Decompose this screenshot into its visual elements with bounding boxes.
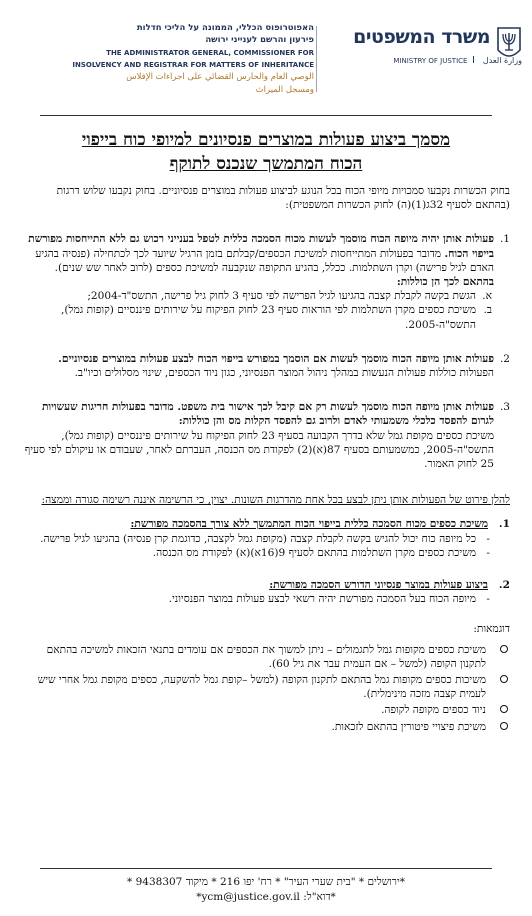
example-text: משיכת כספים מקופות גמל לתגמולים – ניתן למשוך את הכספים אם עומדים בתנאי הזכאות למשיכה בהתאם לתקנון הקופה (למשל – אם העמית עבר את גיל 60).	[46, 643, 486, 670]
ministry-name-en-ar	[393, 56, 522, 65]
item-plain: הפעולות כוללות פעולות הנעשות במהלך ניהול המוצר הפנסיוני, כגון ניוד הכספים, שינוי מסלולים וכיו"ב.	[74, 367, 494, 380]
administrator-general-block	[54, 22, 314, 96]
dash-text: משיכת כספים מקרן השתלמות בהתאם לסעיף 9(16א)(א) לפקודת מס הכנסה.	[152, 546, 476, 559]
ag-name-he-2: פירעון והרשם לענייני ירושה	[205, 35, 314, 45]
ag-name-he-1: האפוטרופוס הכללי, הממונה על הליכי חדלות	[136, 23, 314, 33]
dash-text: מיופה הכוח בעל הסמכה מפורשת יהיה רשאי לבצע פעולות במוצר הפנסיוני.	[168, 593, 476, 606]
dash-text: כל מיופה כוח יכול להגיש בקשה לקבלת קצבה (מקופת גמל לקצבה, כדוגמת קרן פנסיה) בהגיעו לגיל פרישה.	[40, 532, 476, 545]
header-divider	[316, 26, 317, 92]
detail-list	[22, 517, 510, 606]
detail-head-text: ביצוע פעולות במוצר פנסיוני הדורש הסמכה מפורשת:	[269, 579, 488, 592]
item-bold: פעולות אותן מיופה הכוח מוסמך לעשות רק אם קיבל לכך אישור בית משפט. מדובר בפעולות חריגות שעשויות לגרום להפסד כלכלי משמעותי לאדם ולרוב גם להפסד הקלות מס והן כוללות:	[41, 401, 494, 428]
sub-item-a	[22, 289, 494, 303]
item-bold: פעולות אותן יהיה מיופה הכוח מוסמך לעשות מכוח הסמכה כללית לטפל בענייני רכוש גם ללא התייחסות מפורשת בייפוי הכוח.	[28, 233, 494, 260]
item-plain: מדובר בפעולות המתייחסות למשיכת הכספים/קבלתם בזמן הרגיל שיועד לכך לכתחילה (פנסיה בהגיע האדם לגיל פרישה) וקרן השתלמות. ככלל, בהגיע התקופה שנקבעה למשיכת כספים (לרוב לאחר שש שנים).	[35, 247, 494, 274]
item-text	[22, 352, 494, 380]
level-item-1	[22, 232, 510, 331]
example-item	[22, 643, 510, 671]
ministry-name-ar: وزارة العدل	[482, 56, 522, 65]
detail-number: 1.	[498, 518, 510, 531]
letterhead	[10, 22, 522, 102]
item-text	[22, 232, 494, 289]
bullet-circle-icon	[500, 722, 508, 730]
detail-item-2	[22, 578, 510, 606]
item-bold-2: בהתאם לכך הן כוללות:	[396, 276, 494, 289]
footer-address: *ירושלים * "בית שערי העיר" * רח' יפו 216 * מיקוד 9438307 *	[127, 876, 405, 888]
bullet-circle-icon	[500, 645, 508, 653]
footer-email: *דוא"ל: ycm@justice.gov.il*	[196, 891, 336, 903]
sub-item-b	[22, 303, 494, 331]
detail-dash-item: - כל מיופה כוח יכול להגיש בקשה לקבלת קצבה (מקופת גמל לקצבה, כדוגמת קרן פנסיה) בהגיעו לגיל פרישה.	[40, 532, 490, 545]
ministry-logo	[332, 22, 522, 82]
ministry-name-he: משרד המשפטים	[353, 26, 490, 48]
example-text: משיכת פיצויי פיטורין בהתאם לזכאות.	[331, 720, 486, 733]
item-text-plain: משיכת כספים מקופת גמל שלא בדרך הקבועה בסעיף 23 לחוק הפיקוח על שירותים פיננסיים (קופות גמל), התשס"ה-2005, כמשמעותם בסעיף 87(א)(2) לפקודת מס הכנסה, העברתם לאחר, שעבודם או עיקולם לפי סעיף 25 לחוק האמור.	[24, 429, 494, 471]
title-line-1: מסמך ביצוע פעולות במוצרים פנסיונים למיופי כוח בייפוי	[81, 130, 451, 150]
footer	[40, 868, 492, 905]
ag-name-en-2: INSOLVENCY AND REGISTRAR FOR MATTERS OF INHERITANCE	[72, 61, 314, 69]
detail-dash-item: - מיופה הכוח בעל הסמכה מפורשת יהיה רשאי לבצע פעולות במוצר הפנסיוני.	[168, 593, 490, 606]
detail-number: 2.	[498, 579, 510, 592]
header-rule	[40, 115, 492, 116]
item-bold: פעולות אותן מיופה הכוח מוסמך לעשות אם הוסמך במפורש בייפוי הכוח לבצע פעולות במוצרים פנסיוניים.	[58, 352, 494, 365]
document-body	[22, 184, 510, 736]
bullet-circle-icon	[500, 705, 508, 713]
item-number: 1.	[499, 233, 510, 246]
item-number: 3.	[499, 401, 510, 414]
detail-intro: להלן פירוט של הפעולות אותן ניתן לבצע בכל אחת מהדרגות השונות. יצוין, כי הרשימה איננה רשימה סגורה וממצה:	[41, 494, 510, 507]
sub-letter: א.	[482, 290, 492, 303]
item-number: 2.	[499, 352, 510, 365]
example-text: ניוד כספים מקופה לקופה.	[381, 704, 486, 717]
examples-label: דוגמאות:	[473, 623, 510, 636]
title-line-2: הכוח המתמשך שנכנס לתוקף	[169, 154, 363, 174]
ag-name-ar-1: الوصي العام والحارس القضائي على اجراءات الإفلاس	[126, 72, 314, 82]
item-text-bold	[22, 400, 494, 428]
example-text: משיכות כספים מקופות גמל בהתאם לתקנון הקופה (למשל –קופת גמל להשקעה, כספים מקופת גמל אחרי שיש לעמית קצבה מזכה מינימלית).	[37, 674, 486, 701]
document-title	[20, 128, 512, 176]
detail-head	[22, 517, 494, 531]
level-item-2	[22, 352, 510, 380]
example-item	[22, 703, 510, 717]
sub-letter: ב.	[483, 304, 492, 317]
level-item-3	[22, 400, 510, 471]
sub-text: משיכת כספים מקרן השתלמות לפי הוראות סעיף 23 לחוק הפיקוח על שירותים פיננסיים (קופות גמל), התשס"ה-2005.	[61, 304, 476, 331]
intro-paragraph: בחוק הכשרות נקבעו סמכויות מיופי הכוח בכל הנוגע לביצוע פעולות במוצרים פנסיוניים. בחוק נקבעו שלוש דרגות (בהתאם לסעיף 32ג(1)(ה) לחוק הכשרות המשפטית):	[56, 185, 510, 212]
detail-item-1	[22, 517, 510, 560]
example-item	[22, 720, 510, 734]
bullet-circle-icon	[500, 675, 508, 683]
detail-dash-item: - משיכת כספים מקרן השתלמות בהתאם לסעיף 9(16א)(א) לפקודת מס הכנסה.	[152, 546, 490, 559]
detail-head-text: משיכת כספים מכוח הסמכה כללית בייפוי הכוח המתמשך ללא צורך בהסמכה מפורשת:	[130, 518, 488, 531]
ministry-name-en: MINISTRY OF JUSTICE	[393, 57, 468, 65]
sub-text: הגשת בקשה לקבלת קצבה בהגיעו לגיל הפרישה לפי סעיף 3 לחוק גיל פרישה, התשס"ד-2004;	[87, 290, 476, 303]
example-item	[22, 673, 510, 701]
ag-name-en-1: THE ADMINISTRATOR GENERAL, COMMISSIONER FOR	[106, 49, 314, 57]
examples-list	[22, 643, 510, 734]
detail-head	[22, 578, 494, 592]
ag-name-ar-2: ومسجل الميراث	[255, 85, 314, 95]
